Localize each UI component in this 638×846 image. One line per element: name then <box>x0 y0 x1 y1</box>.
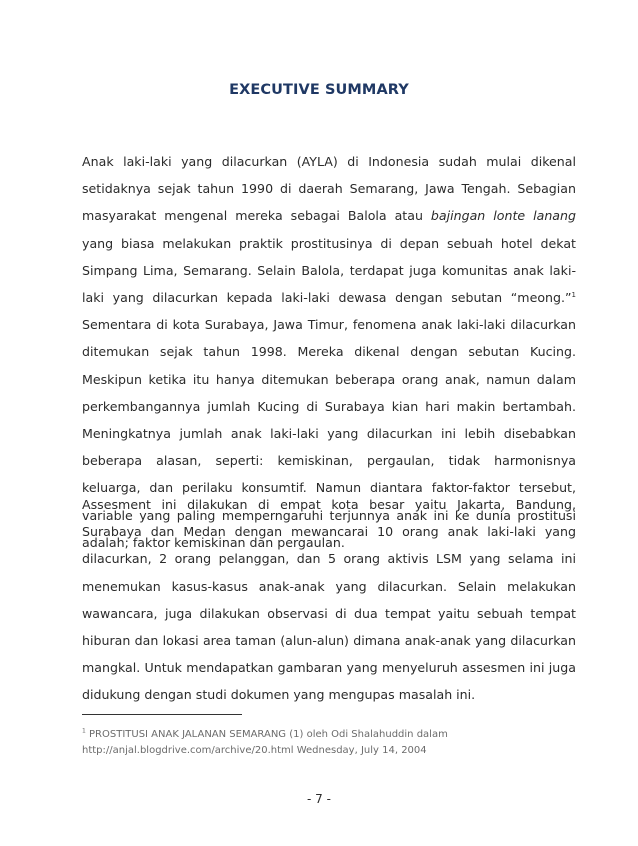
page-title: EXECUTIVE SUMMARY <box>229 82 409 98</box>
paragraph-1-text-c: Sementara di kota Surabaya, Jawa Timur, fenomena anak laki-laki dilacurkan ditemukan sejak tahun 1998. Mereka dikenal dengan sebutan Kucing. Meskipun ketika itu hanya ditemukan beberapa orang anak, namun dalam perkembangannya jumlah Kucing di Surabaya kian hari makin bertambah. Meningkatnya jumlah anak laki-laki yang dilacurkan ini lebih disebabkan beberapa alasan, seperti: kemiskinan, pergaulan, tidak harmonisnya keluarga, dan perilaku konsumtif. Namun diantara faktor-faktor tersebut, variable yang paling memperngaruhi terjunnya anak ini ke dunia prostitusi adalah; faktor kemiskinan dan pergaulan. <box>82 317 576 550</box>
paragraph-1-italic-term: bajingan lonte lanang <box>430 208 576 224</box>
paragraph-2: Assesment ini dilakukan di empat kota besar yaitu Jakarta, Bandung, Surabaya dan Medan dengan mewancarai 10 orang anak laki-laki yang dilacurkan, 2 orang pelanggan, dan 5 orang aktivis LSM yang selama ini menemukan kasus-kasus anak-anak yang dilacurkan. Selain melakukan wawancara, juga dilakukan observasi di dua tempat yaitu sebuah tempat hiburan dan lokasi area taman (alun-alun) dimana anak-anak yang dilacurkan mangkal. Untuk mendapatkan gambaran yang menyeluruh assesmen ini juga didukung dengan studi dokumen yang mengupas masalah ini. <box>82 497 576 703</box>
footnote-url[interactable]: http://anjal.blogdrive.com/archive/20.html Wednesday, July 14, 2004 <box>82 745 427 756</box>
paragraph-1-text-b: yang biasa melakukan praktik prostitusinya di depan sebuah hotel dekat Simpang Lima, Semarang. Selain Balola, terdapat juga komunitas anak laki-laki yang dilacurkan kepada laki-laki dewasa dengan sebutan “meong.” <box>82 235 576 306</box>
footnote-reference[interactable]: 1 <box>571 290 576 299</box>
footnote-marker: 1 <box>82 727 86 735</box>
page-number: - 7 - <box>307 792 331 806</box>
footnote-divider <box>82 714 242 715</box>
footnote <box>82 727 576 759</box>
footnote-citation: PROSTITUSI ANAK JALANAN SEMARANG (1) oleh Odi Shalahuddin dalam <box>85 729 448 740</box>
footnote-line-1 <box>82 727 576 743</box>
paragraph-1-text-a: Anak laki-laki yang dilacurkan (AYLA) di Indonesia sudah mulai dikenal setidaknya sejak tahun 1990 di daerah Semarang, Jawa Tengah. Sebagian masyarakat mengenal mereka sebagai Balola atau <box>82 154 576 224</box>
